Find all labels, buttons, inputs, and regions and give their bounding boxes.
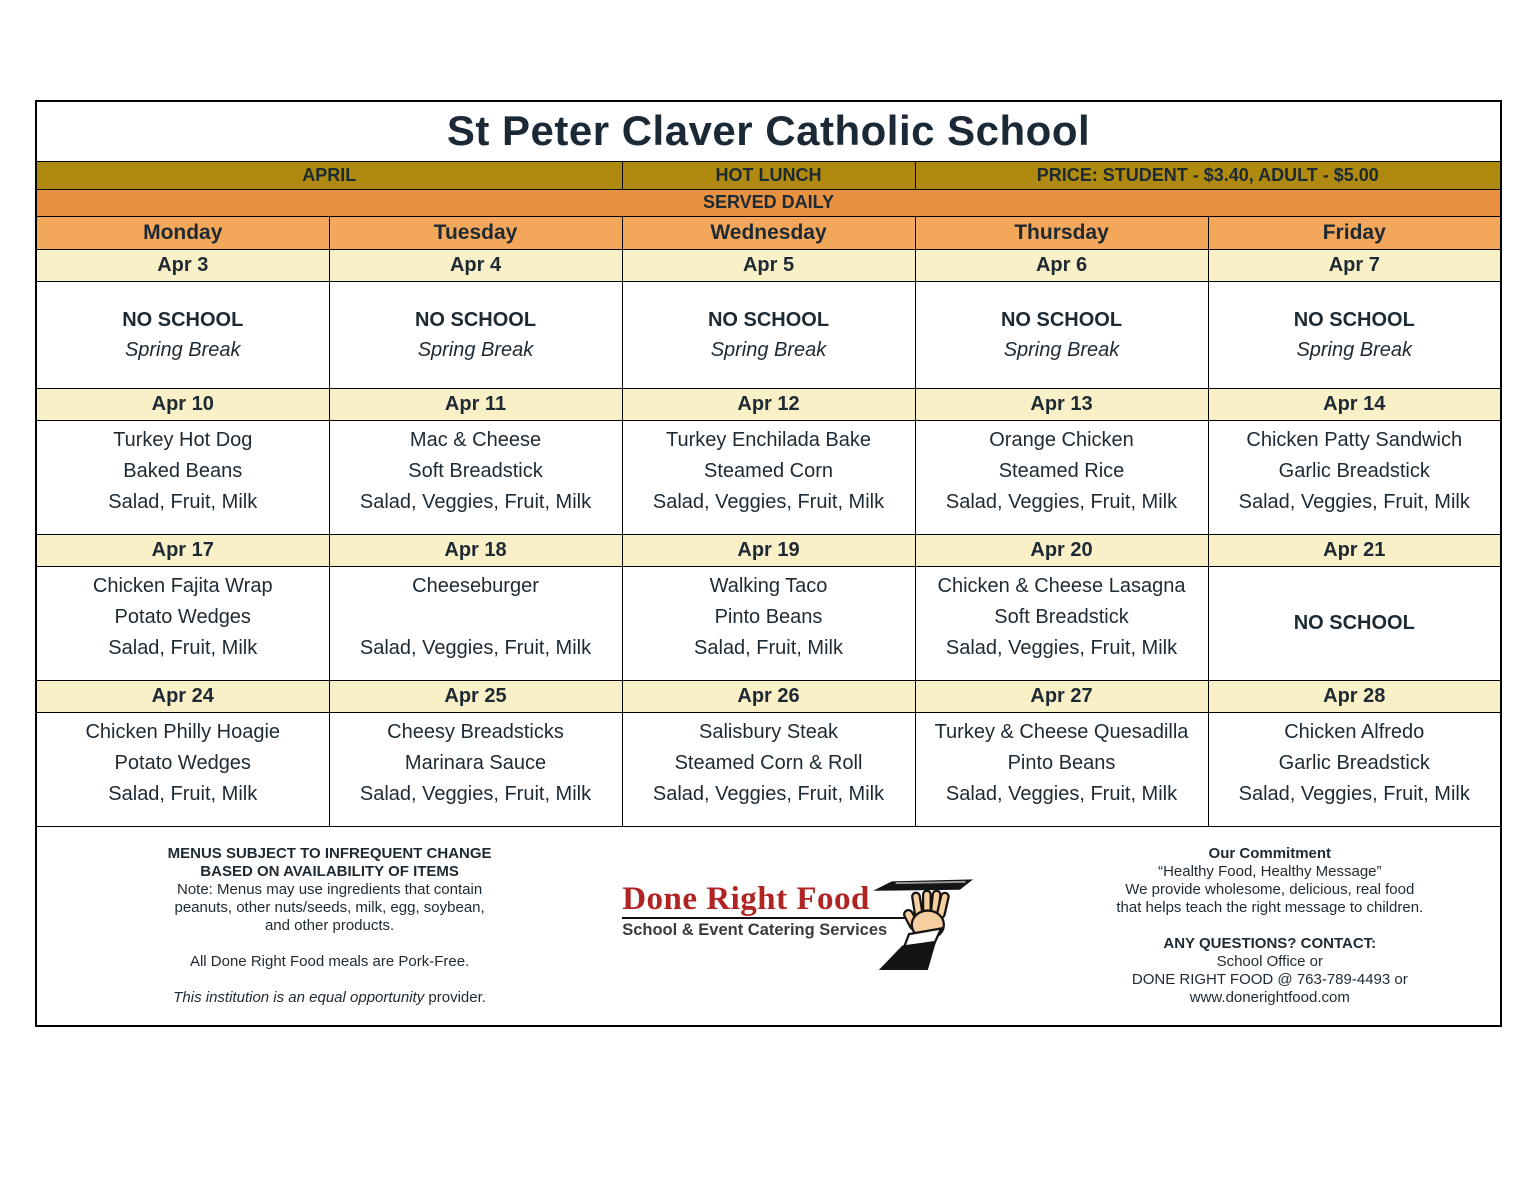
date-cell: Apr 17	[36, 534, 329, 566]
menu-cell	[329, 566, 622, 680]
menu-item: Orange Chicken	[989, 428, 1134, 451]
commitment-title: Our Commitment	[1208, 844, 1332, 862]
day-header-thursday: Thursday	[915, 216, 1208, 249]
no-school-reason: Spring Break	[1003, 338, 1120, 361]
date-cell: Apr 7	[1208, 249, 1501, 281]
menu-item: Chicken Fajita Wrap	[92, 574, 273, 597]
allergen-note-line: Note: Menus may use ingredients that contain	[177, 880, 483, 898]
day-header-friday: Friday	[1208, 216, 1501, 249]
date-cell: Apr 20	[915, 534, 1208, 566]
day-header-tuesday: Tuesday	[329, 216, 622, 249]
date-cell: Apr 4	[329, 249, 622, 281]
menu-item	[330, 602, 622, 633]
menu-cell	[915, 420, 1208, 534]
menu-item: Mac & Cheese	[409, 428, 542, 451]
date-cell: Apr 10	[36, 388, 329, 420]
date-cell: Apr 24	[36, 680, 329, 712]
menu-sheet	[35, 100, 1502, 1027]
menu-item: Garlic Breadstick	[1278, 459, 1430, 482]
contact-title: ANY QUESTIONS? CONTACT:	[1163, 934, 1377, 952]
menu-cell	[329, 712, 622, 826]
footer-contact	[977, 845, 1536, 1007]
date-cell: Apr 28	[1208, 680, 1501, 712]
no-school-label: NO SCHOOL	[1000, 308, 1123, 331]
menu-item: Pinto Beans	[1007, 751, 1116, 774]
menu-item: Salad, Veggies, Fruit, Milk	[1238, 490, 1470, 513]
no-school-reason: Spring Break	[710, 338, 827, 361]
allergen-note-line: and other products.	[264, 916, 395, 934]
hand-with-tray-icon	[873, 870, 977, 970]
commitment-line: “Healthy Food, Healthy Message”	[1158, 862, 1382, 880]
menu-item: Steamed Corn	[704, 459, 833, 482]
footer	[37, 845, 1500, 1007]
logo-wordmark: Done Right Food	[622, 880, 870, 917]
no-school-reason: Spring Break	[417, 338, 534, 361]
menu-item: Steamed Corn & Roll	[674, 751, 863, 774]
menu-cell	[622, 281, 915, 388]
menu-item: Steamed Rice	[998, 459, 1125, 482]
menu-item: Chicken Philly Hoagie	[85, 720, 281, 743]
date-cell: Apr 11	[329, 388, 622, 420]
date-cell: Apr 26	[622, 680, 915, 712]
lunch-menu-table	[35, 100, 1502, 1027]
commitment-line: that helps teach the right message to children.	[1116, 898, 1424, 916]
menu-cell	[622, 420, 915, 534]
menu-item: Salad, Veggies, Fruit, Milk	[359, 636, 592, 659]
menu-item: Salad, Veggies, Fruit, Milk	[359, 490, 592, 513]
menus-change-heading2: BASED ON AVAILABILITY OF ITEMS	[200, 862, 459, 880]
week4-date-row	[36, 680, 1501, 712]
menu-cell	[1208, 712, 1501, 826]
menus-change-heading: MENUS SUBJECT TO INFREQUENT CHANGE	[167, 844, 492, 862]
menu-cell	[1208, 420, 1501, 534]
equal-opportunity-note: This institution is an equal opportunity provider.	[173, 988, 486, 1006]
served-daily-banner: SERVED DAILY	[36, 189, 1501, 216]
menu-item: Salad, Veggies, Fruit, Milk	[652, 782, 885, 805]
menu-item: Salad, Veggies, Fruit, Milk	[945, 490, 1178, 513]
week3-menu-row	[36, 566, 1501, 680]
week3-date-row	[36, 534, 1501, 566]
menu-item: Salad, Fruit, Milk	[108, 782, 258, 805]
menu-cell	[915, 281, 1208, 388]
no-school-label: NO SCHOOL	[1293, 612, 1415, 634]
menu-item: Pinto Beans	[714, 605, 823, 628]
date-cell: Apr 19	[622, 534, 915, 566]
date-cell: Apr 21	[1208, 534, 1501, 566]
menu-item: Salad, Fruit, Milk	[108, 636, 258, 659]
menu-item: Garlic Breadstick	[1278, 751, 1430, 774]
menu-item: Soft Breadstick	[408, 459, 543, 482]
menu-item: Salad, Veggies, Fruit, Milk	[945, 636, 1178, 659]
no-school-label: NO SCHOOL	[122, 308, 244, 331]
menu-item: Turkey & Cheese Quesadilla	[934, 720, 1189, 743]
date-cell: Apr 18	[329, 534, 622, 566]
menu-item: Turkey Enchilada Bake	[666, 428, 871, 451]
menu-cell	[915, 566, 1208, 680]
week1-date-row	[36, 249, 1501, 281]
date-cell: Apr 13	[915, 388, 1208, 420]
menu-item: Cheesy Breadsticks	[387, 720, 564, 743]
menu-item: Salad, Veggies, Fruit, Milk	[652, 490, 885, 513]
menu-cell	[1208, 281, 1501, 388]
contact-line: School Office or	[1216, 952, 1324, 970]
week2-menu-row	[36, 420, 1501, 534]
date-cell: Apr 6	[915, 249, 1208, 281]
menu-item: Salad, Fruit, Milk	[108, 490, 258, 513]
menu-item: Walking Taco	[709, 574, 828, 597]
menu-item: Soft Breadstick	[994, 605, 1129, 628]
menu-item: Salad, Veggies, Fruit, Milk	[945, 782, 1178, 805]
allergen-note-line: peanuts, other nuts/seeds, milk, egg, soybean,	[174, 898, 485, 916]
menu-cell	[36, 281, 329, 388]
footer-notes	[37, 845, 622, 1007]
day-header-monday: Monday	[36, 216, 329, 249]
menu-cell	[622, 566, 915, 680]
menu-cell	[36, 566, 329, 680]
day-header-wednesday: Wednesday	[622, 216, 915, 249]
no-school-label: NO SCHOOL	[1293, 308, 1415, 331]
no-school-reason: Spring Break	[1296, 338, 1413, 361]
menu-item: Marinara Sauce	[404, 751, 547, 774]
week1-menu-row	[36, 281, 1501, 388]
date-cell: Apr 5	[622, 249, 915, 281]
no-school-reason: Spring Break	[124, 338, 241, 361]
menu-item: Baked Beans	[123, 459, 243, 482]
menu-cell	[329, 281, 622, 388]
week2-date-row	[36, 388, 1501, 420]
menu-cell	[622, 712, 915, 826]
menu-cell	[329, 420, 622, 534]
footer-logo	[622, 882, 977, 970]
menu-item: Turkey Hot Dog	[113, 428, 253, 451]
menu-cell	[36, 420, 329, 534]
contact-line: DONE RIGHT FOOD @ 763-789-4493 or	[1131, 970, 1408, 988]
date-cell: Apr 3	[36, 249, 329, 281]
page-title: St Peter Claver Catholic School	[446, 107, 1091, 155]
commitment-line: We provide wholesome, delicious, real food	[1125, 880, 1415, 898]
menu-item: Salad, Fruit, Milk	[694, 636, 843, 659]
menu-item: Chicken Patty Sandwich	[1246, 428, 1463, 451]
menu-item: Potato Wedges	[114, 751, 251, 774]
date-cell: Apr 25	[329, 680, 622, 712]
month-banner: APRIL	[36, 161, 622, 189]
menu-item: Chicken & Cheese Lasagna	[937, 574, 1186, 597]
menu-item: Salad, Veggies, Fruit, Milk	[359, 782, 592, 805]
no-school-label: NO SCHOOL	[414, 308, 537, 331]
date-cell: Apr 14	[1208, 388, 1501, 420]
price-banner: PRICE: STUDENT - $3.40, ADULT - $5.00	[915, 161, 1501, 189]
menu-cell	[1208, 566, 1501, 680]
meal-banner: HOT LUNCH	[622, 161, 915, 189]
menu-item: Cheeseburger	[412, 574, 539, 597]
menu-item: Salad, Veggies, Fruit, Milk	[1238, 782, 1470, 805]
pork-free-note: All Done Right Food meals are Pork-Free.	[189, 952, 470, 970]
date-cell: Apr 27	[915, 680, 1208, 712]
menu-item: Chicken Alfredo	[1284, 720, 1425, 743]
week4-menu-row	[36, 712, 1501, 826]
date-cell: Apr 12	[622, 388, 915, 420]
menu-item: Potato Wedges	[114, 605, 251, 628]
contact-line: www.donerightfood.com	[1189, 988, 1350, 1006]
menu-item: Salisbury Steak	[699, 720, 838, 743]
logo-tagline: School & Event Catering Services	[622, 920, 888, 939]
menu-cell	[36, 712, 329, 826]
no-school-label: NO SCHOOL	[707, 308, 830, 331]
menu-cell	[915, 712, 1208, 826]
